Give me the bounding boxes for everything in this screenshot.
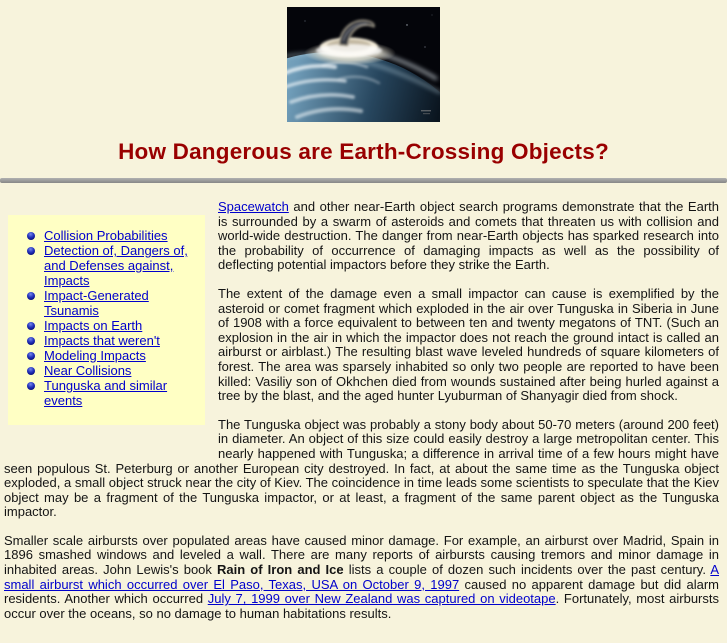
asteroid-impact-image bbox=[287, 7, 440, 122]
nav-link-tunguska-similar-events[interactable]: Tunguska and similar events bbox=[44, 378, 168, 408]
nav-item bbox=[27, 333, 189, 348]
bullet-icon bbox=[27, 322, 35, 330]
paragraph-tunguska-damage: The extent of the damage even a small impactor can cause is exemplified by the asteroid or comet fragment which exploded in the air over Tunguska in Siberia in June of 1908 with a force equivalent to between ten and twenty megatons of TNT. (Such an explosion in the air in which the impactor does not reach the ground intact is called an airburst or airblast.) The resulting blast wave leveled hundreds of square kilometers of forest. The area was sparsely inhabited so only two people are reported to have been killed: Vasiliy son of Okhchen died from wounds sustained after being hurled against a tree by the blast, and the aged hunter Lyuburman of Shanyagir died from shock. bbox=[218, 285, 719, 404]
bullet-icon bbox=[27, 337, 35, 345]
new-zealand-videotape-link[interactable]: July 7, 1999 over New Zealand was captured on videotape bbox=[207, 591, 556, 607]
nav-link-modeling-impacts[interactable]: Modeling Impacts bbox=[44, 348, 146, 363]
paragraph-airbursts bbox=[4, 534, 719, 622]
nav-link-impacts-that-werent[interactable]: Impacts that weren't bbox=[44, 333, 160, 348]
main-content bbox=[0, 200, 727, 643]
paragraph-tunguska-object: The Tunguska object was probably a stony body about 50-70 meters (around 200 feet) in diameter. An object of this size could easily destroy a large metropolitan center. This nearly happened with Tunguska; a difference in arrival time of a few hours might have seen populous St. Peterburg or another European city destroyed. In fact, at about the same time as the Tunguska object exploded, a small object struck near the city of Kiev. The coincidence in time leads some scientists to speculate that the Kiev object may be a fragment of the Tunguska impactor, or at least, a fragment of the same parent object as the Tunguska impactor. bbox=[4, 416, 719, 520]
nav-link-impacts-on-earth[interactable]: Impacts on Earth bbox=[44, 318, 143, 333]
topic-linkbox bbox=[8, 215, 205, 425]
nav-item bbox=[27, 228, 189, 243]
nav-link-impact-generated-tsunamis[interactable]: Impact-Generated Tsunamis bbox=[44, 288, 149, 318]
nav-link-collision-probabilities[interactable]: Collision Probabilities bbox=[44, 228, 168, 243]
nav-item bbox=[27, 363, 189, 378]
nav-item bbox=[27, 378, 189, 408]
bullet-icon bbox=[27, 232, 35, 240]
bullet-icon bbox=[27, 352, 35, 360]
spacewatch-link[interactable]: Spacewatch bbox=[218, 199, 289, 214]
bullet-icon bbox=[27, 247, 35, 255]
nav-item bbox=[27, 318, 189, 333]
nav-item bbox=[27, 243, 189, 288]
nav-item bbox=[27, 288, 189, 318]
airbursts-text-c: caused no apparent damage but did alarm residents. Another which occurred bbox=[4, 576, 719, 607]
el-paso-airburst-link[interactable]: A small airburst which occurred over El Paso, Texas, USA on October 9, 1997 bbox=[4, 562, 720, 592]
airbursts-text-b: lists a couple of dozen such incidents over the past century. bbox=[343, 562, 711, 578]
hero-image-container bbox=[0, 0, 727, 122]
nav-link-near-collisions[interactable]: Near Collisions bbox=[44, 363, 132, 378]
airbursts-text-a: Smaller scale airbursts over populated areas have caused minor damage. For example, an airburst over Madrid, Spain in 1896 smashed windows and leveled a wall. There are many reports of airbursts causing tremors and minor damage in inhabited areas. John Lewis's book bbox=[4, 532, 719, 578]
airbursts-text-d: . Fortunately, most airbursts occur over the oceans, so no damage to human habitations results. bbox=[4, 591, 719, 621]
nav-link-detection-dangers-defenses[interactable]: Detection of, Dangers of, and Defenses against, Impacts bbox=[44, 243, 188, 288]
bullet-icon bbox=[27, 382, 35, 390]
bullet-icon bbox=[27, 367, 35, 375]
paragraph-intro-text: and other near-Earth object search programs demonstrate that the Earth is surrounded by a swarm of asteroids and comets that threaten us with collision and world-wide destruction. The danger from near-Earth objects has sparked research into the probability of occurrence of damaging impacts as well as the possibility of deflecting potential impactors before they strike the Earth. bbox=[218, 199, 719, 273]
horizontal-rule bbox=[0, 178, 727, 183]
bullet-icon bbox=[27, 292, 35, 300]
topic-link-list bbox=[27, 228, 189, 408]
nav-item bbox=[27, 348, 189, 363]
book-title: Rain of Iron and Ice bbox=[217, 562, 344, 578]
page-title: How Dangerous are Earth-Crossing Objects? bbox=[118, 139, 609, 164]
